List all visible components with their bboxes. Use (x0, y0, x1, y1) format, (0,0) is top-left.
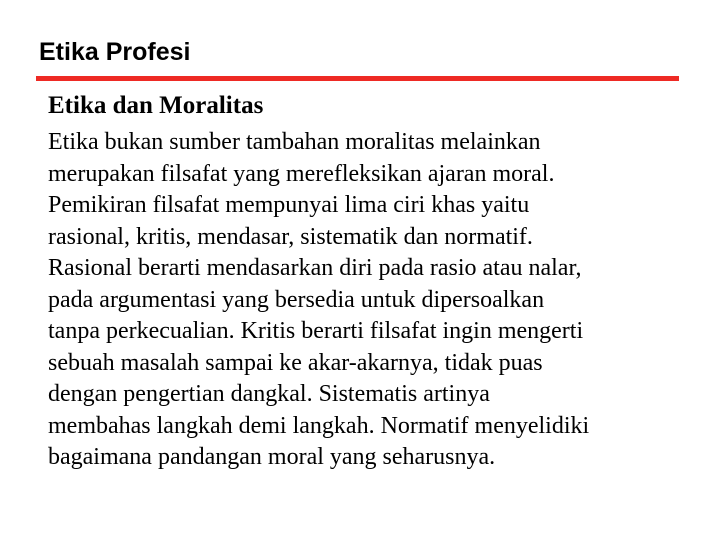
paragraph-line: sebuah masalah sampai ke akar-akarnya, tidak puas (48, 349, 543, 376)
paragraph-line: rasional, kritis, mendasar, sistematik dan normatif. (48, 223, 533, 250)
paragraph-line: Etika bukan sumber tambahan moralitas melainkan (48, 129, 541, 155)
body-paragraph (48, 127, 698, 474)
section-heading: Etika dan Moralitas (48, 92, 264, 119)
paragraph-line: bagaimana pandangan moral yang seharusnya. (48, 444, 496, 470)
title-underline (36, 76, 679, 81)
paragraph-line: pada argumentasi yang bersedia untuk dipersoalkan (48, 286, 545, 313)
paragraph-line: dengan pengertian dangkal. Sistematis artinya (48, 381, 490, 407)
paragraph-line: merupakan filsafat yang merefleksikan ajaran moral. (48, 160, 555, 187)
paragraph-line: Rasional berarti mendasarkan diri pada rasio atau nalar, (48, 255, 582, 281)
paragraph-line: membahas langkah demi langkah. Normatif menyelidiki (48, 412, 590, 439)
slide-title: Etika Profesi (39, 38, 191, 66)
paragraph-line: tanpa perkecualian. Kritis berarti filsafat ingin mengerti (48, 318, 584, 344)
paragraph-line: Pemikiran filsafat mempunyai lima ciri khas yaitu (48, 192, 530, 218)
